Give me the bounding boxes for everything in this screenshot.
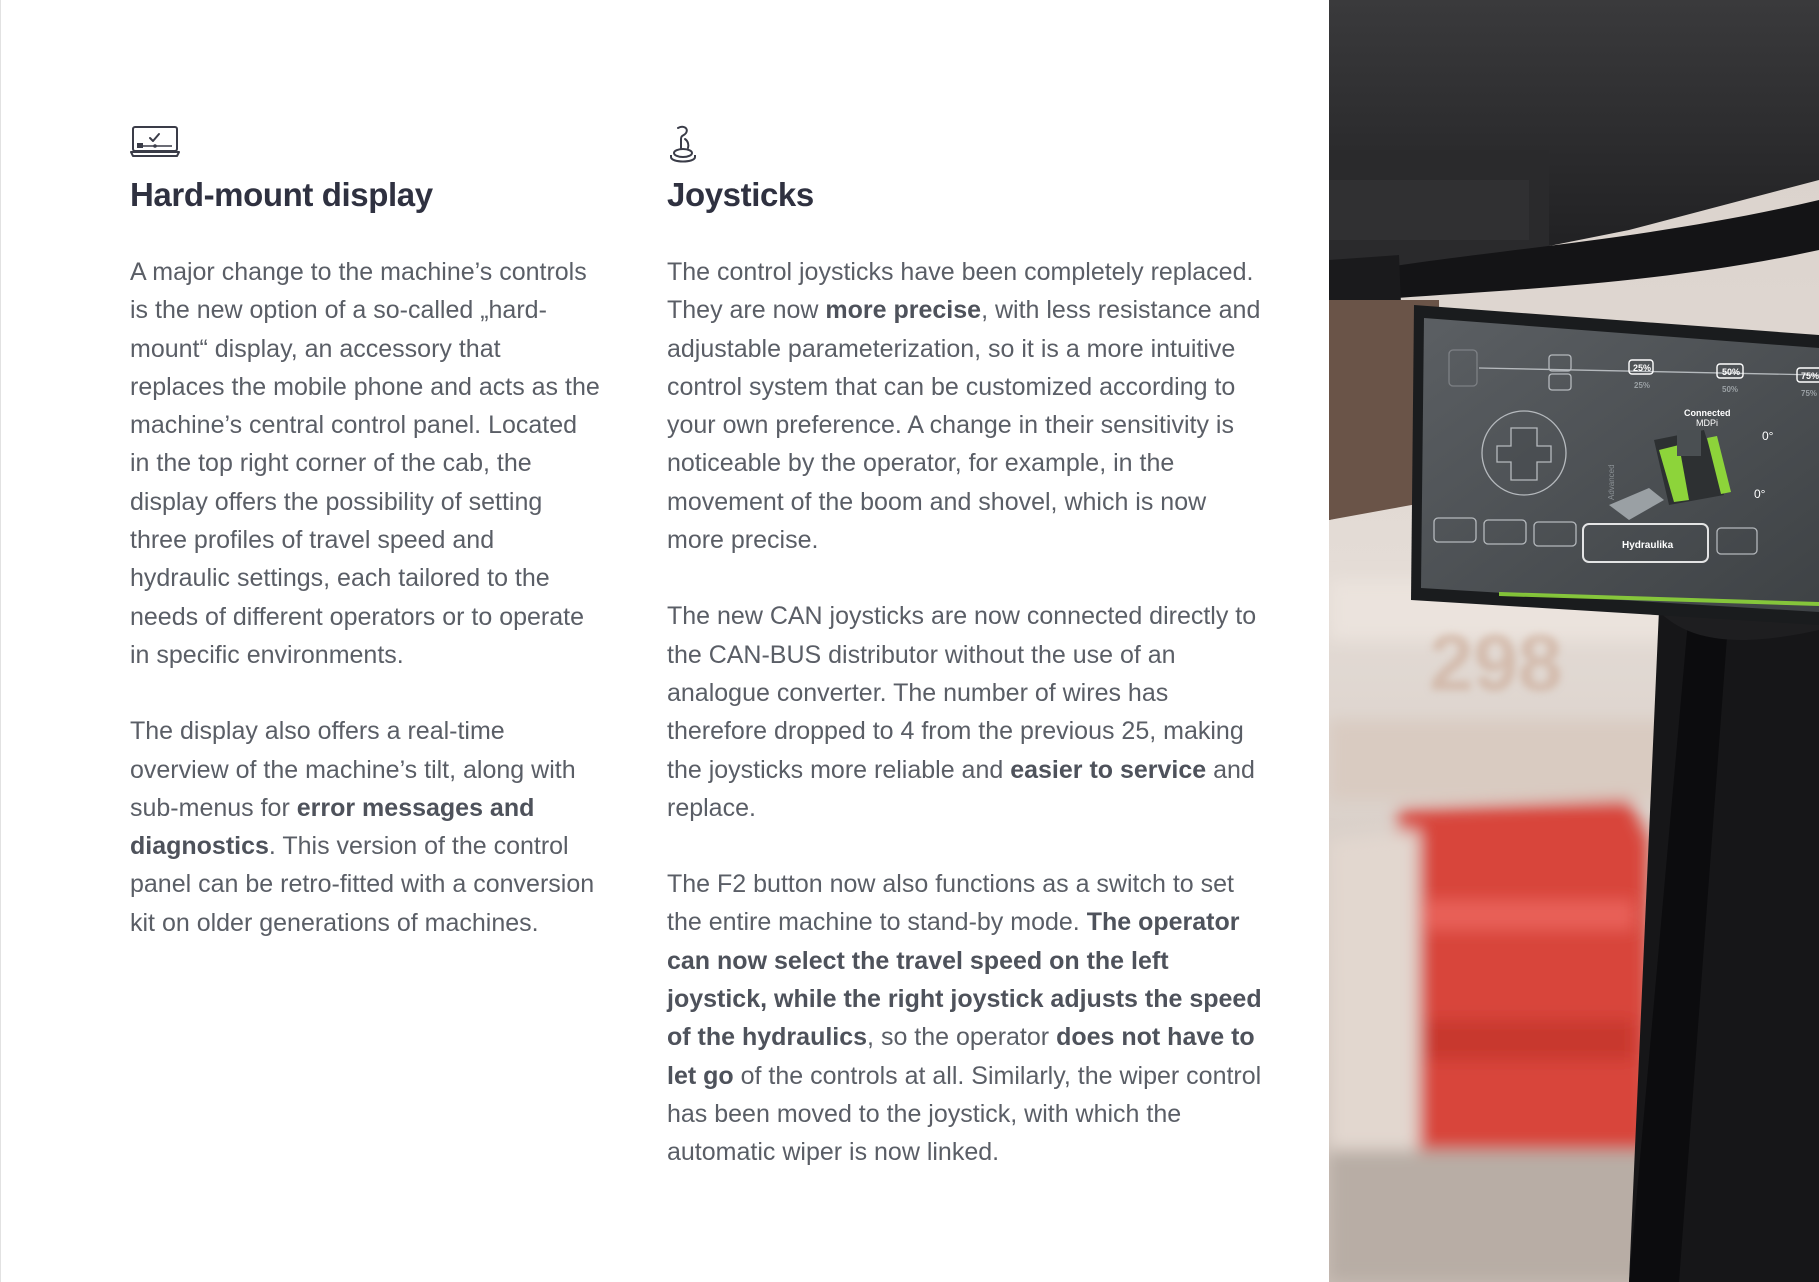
joystick-icon bbox=[667, 125, 717, 163]
connected-label: Connected bbox=[1684, 408, 1731, 418]
joysticks-paragraph-3 bbox=[667, 865, 1267, 1171]
text-run: The control joysticks have been completely replaced. They are now bbox=[667, 258, 1254, 325]
cab-display-photo bbox=[1329, 0, 1819, 1282]
joysticks-section bbox=[667, 125, 1267, 1172]
bold-text-run: error messages and diagnostics bbox=[130, 793, 535, 861]
text-run: , so the operator bbox=[867, 1023, 1057, 1052]
hard-mount-paragraph-1: A major change to the machine’s controls is the new option of a so-called „hard-mount“ display, an accessory that replaces the mobile phone and acts as the machine’s central control panel. Located in the top right corner of the cab, the display offers the possibility of setting three profiles of travel speed and hydraulic settings, each tailored to the needs of different operators or to operate in specific environments. bbox=[130, 258, 600, 669]
text-run: . This version of the control panel can be retro-fitted with a conversion kit on older generations of machines. bbox=[130, 832, 595, 937]
joysticks-paragraph-1 bbox=[667, 253, 1267, 559]
text-run: , with less resistance and adjustable parameterization, so it is a more intuitive control system that can be customized according to your own preference. A change in their sensitivity is noticeable by the operator, for example, in the movement of the boom and shovel, which is now more precise. bbox=[667, 296, 1261, 555]
text-run: and replace. bbox=[667, 755, 1255, 822]
joysticks-title: Joysticks bbox=[667, 176, 814, 213]
speed-sub-label-1: 25% bbox=[1634, 381, 1651, 390]
tilt-label-2: 0° bbox=[1754, 487, 1766, 501]
page-edge bbox=[0, 0, 1, 1282]
advanced-side-label: Advanced bbox=[1607, 464, 1616, 500]
speed-sub-label-3: 75% bbox=[1801, 389, 1818, 398]
bold-text-run: The operator can now select the travel speed on the left joystick, while the right joystick adjusts the speed of the hydraulics bbox=[667, 908, 1262, 1052]
text-run: of the controls at all. Similarly, the wiper control has been moved to the joystick, with which the automatic wiper is now linked. bbox=[667, 1061, 1262, 1167]
bold-text-run: easier to service bbox=[1010, 755, 1207, 784]
text-run: The display also offers a real-time overview of the machine’s tilt, along with sub-menus for bbox=[130, 717, 576, 822]
model-label: MDPi bbox=[1696, 418, 1718, 428]
hydraulics-button-label: Hydraulika bbox=[1622, 540, 1674, 551]
background-number: 298 bbox=[1429, 618, 1563, 707]
text-run: The F2 button now also functions as a switch to set the entire machine to stand-by mode. bbox=[667, 870, 1234, 937]
text-run: The new CAN joysticks are now connected directly to the CAN-BUS distributor without the use of an analogue converter. The number of wires has therefore dropped to 4 from the previous 25, making the joysticks more reliable and bbox=[667, 602, 1257, 784]
speed-label-2: 50% bbox=[1722, 367, 1741, 377]
tilt-label-1: 0° bbox=[1762, 429, 1774, 443]
joysticks-paragraph-2 bbox=[667, 597, 1267, 827]
speed-label-3: 75% bbox=[1801, 371, 1819, 381]
hard-mount-paragraph-2 bbox=[130, 712, 600, 942]
bold-text-run: does not have to let go bbox=[667, 1023, 1255, 1090]
hard-mount-title: Hard-mount display bbox=[130, 176, 433, 213]
speed-sub-label-2: 50% bbox=[1722, 385, 1739, 394]
speed-label-1: 25% bbox=[1633, 363, 1652, 373]
bold-text-run: more precise bbox=[825, 296, 982, 325]
display-icon bbox=[130, 125, 180, 163]
hard-mount-section bbox=[130, 125, 600, 942]
